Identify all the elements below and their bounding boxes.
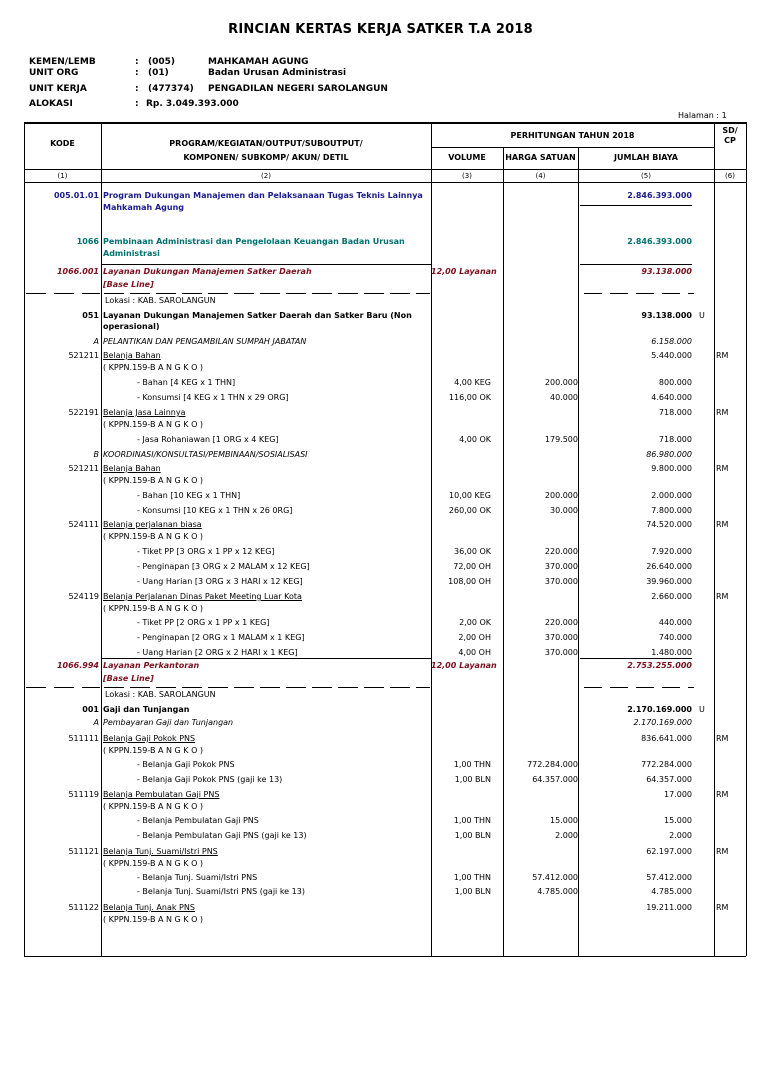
dashed-separator [234, 687, 254, 688]
dashed-separator [636, 293, 654, 294]
row-volume: 116,00 OK [448, 393, 491, 402]
col-border-left [24, 122, 25, 956]
dashed-separator [130, 293, 150, 294]
col-header-sdcp-1: SD/ [722, 126, 738, 135]
row-description: - Jasa Rohaniawan [1 ORG x 4 KEG] [137, 435, 279, 444]
row-code: A [93, 337, 99, 346]
dashed-separator [338, 293, 358, 294]
dashed-separator [364, 293, 384, 294]
row-description: operasional) [103, 322, 160, 331]
row-harga-satuan: 220.000 [544, 618, 578, 627]
row-volume: 72,00 OH [453, 562, 491, 571]
row-volume: 1,00 THN [453, 816, 491, 825]
row-volume: 1,00 THN [453, 873, 491, 882]
col-header-perhitungan: PERHITUNGAN TAHUN 2018 [510, 131, 635, 140]
row-code: 524111 [68, 520, 99, 529]
row-description: ( KPPN.159-B A N G K O ) [103, 532, 204, 541]
row-description: Administrasi [103, 249, 160, 258]
table-bottom-border [24, 956, 746, 957]
row-jumlah-biaya: 7.920.000 [651, 547, 692, 556]
row-jumlah-biaya: 93.138.000 [641, 267, 692, 276]
row-harga-satuan: 200.000 [544, 491, 578, 500]
row-volume: 10,00 KEG [449, 491, 491, 500]
alokasi-colon: : [135, 99, 139, 109]
unit-colon: : [135, 68, 139, 78]
row-code: B [93, 450, 99, 459]
row-code: 1066.001 [56, 267, 99, 276]
row-description: ( KPPN.159-B A N G K O ) [103, 363, 204, 372]
row-description: Pembayaran Gaji dan Tunjangan [103, 718, 234, 727]
row-harga-satuan: 370.000 [544, 562, 578, 571]
row-sdcp: U [699, 705, 705, 714]
row-volume: 2,00 OK [459, 618, 491, 627]
row-jumlah-biaya: 2.846.393.000 [627, 237, 692, 246]
row-sdcp: RM [716, 464, 729, 473]
dashed-separator [208, 293, 228, 294]
row-sdcp: RM [716, 734, 729, 743]
row-code: 1066.994 [56, 661, 99, 670]
dashed-separator [610, 293, 628, 294]
row-volume: 4,00 OK [459, 435, 491, 444]
dashed-separator [662, 687, 680, 688]
row-description: Program Dukungan Manajemen dan Pelaksanaan Tugas Teknis Lainnya [103, 191, 423, 200]
row-code: A [93, 718, 99, 727]
unit-code: (01) [148, 68, 169, 78]
row-description: Layanan Dukungan Manajemen Satker Daerah [103, 267, 312, 276]
row-description: - Tiket PP [3 ORG x 1 PP x 12 KEG] [137, 547, 275, 556]
row-harga-satuan: 2.000 [555, 831, 578, 840]
colnum-bottom-border [24, 182, 746, 183]
dashed-separator [584, 293, 602, 294]
dashed-separator [54, 687, 74, 688]
dashed-separator [26, 293, 46, 294]
row-description: Belanja Bahan [103, 464, 161, 473]
row-description: ( KPPN.159-B A N G K O ) [103, 915, 204, 924]
row-volume: 260,00 OK [448, 506, 491, 515]
row-description: Belanja Tunj. Anak PNS [103, 903, 195, 912]
row-jumlah-biaya: 836.641.000 [641, 734, 692, 743]
row-harga-satuan: 179.500 [544, 435, 578, 444]
row-jumlah-biaya: 2.000 [669, 831, 692, 840]
col-header-program-1: PROGRAM/KEGIATAN/OUTPUT/SUBOUTPUT/ [169, 139, 363, 148]
row-code: 511122 [68, 903, 99, 912]
dashed-separator [82, 293, 100, 294]
row-jumlah-biaya: 4.785.000 [651, 887, 692, 896]
dashed-separator [182, 687, 202, 688]
col-num-3: (3) [462, 172, 472, 180]
row-description: [Base Line] [103, 280, 154, 289]
col-header-harga: HARGA SATUAN [505, 153, 576, 162]
col-header-kode: KODE [50, 139, 75, 148]
row-sdcp: RM [716, 847, 729, 856]
row-harga-satuan: 370.000 [544, 633, 578, 642]
row-code: 511121 [68, 847, 99, 856]
row-description: Lokasi : KAB. SAROLANGUN [105, 296, 216, 305]
row-description: - Belanja Pembulatan Gaji PNS (gaji ke 13) [137, 831, 307, 840]
row-jumlah-biaya: 2.170.169.000 [627, 705, 692, 714]
row-volume: 1,00 BLN [454, 887, 491, 896]
alokasi-label: ALOKASI [29, 99, 73, 109]
row-volume: 1,00 BLN [454, 775, 491, 784]
row-sdcp: RM [716, 790, 729, 799]
col-header-jumlah: JUMLAH BIAYA [614, 153, 678, 162]
dashed-separator [286, 687, 306, 688]
row-jumlah-biaya: 17.000 [664, 790, 692, 799]
col-border-kode [101, 122, 102, 956]
alokasi-value: Rp. 3.049.393.000 [146, 99, 239, 109]
row-description: - Uang Harian [3 ORG x 3 HARI x 12 KEG] [137, 577, 303, 586]
row-code: 511111 [68, 734, 99, 743]
prog-separator [102, 264, 431, 265]
kemen-label: KEMEN/LEMB [29, 57, 96, 67]
dashed-separator [610, 687, 628, 688]
row-volume: 1,00 BLN [454, 831, 491, 840]
dashed-separator [208, 687, 228, 688]
row-volume: 2,00 OH [458, 633, 491, 642]
page-number: Halaman : 1 [678, 111, 727, 120]
row-jumlah-biaya: 2.170.169.000 [633, 718, 692, 727]
row-jumlah-biaya: 440.000 [658, 618, 692, 627]
row-jumlah-biaya: 4.640.000 [651, 393, 692, 402]
row-harga-satuan: 370.000 [544, 577, 578, 586]
kemen-colon: : [135, 57, 139, 67]
row-harga-satuan: 40.000 [550, 393, 578, 402]
row-description: [Base Line] [103, 674, 154, 683]
row-description: Belanja Jasa Lainnya [103, 408, 186, 417]
row-description: - Penginapan [2 ORG x 1 MALAM x 1 KEG] [137, 633, 305, 642]
prog-separator [102, 658, 431, 659]
row-code: 1066 [76, 237, 99, 246]
row-code: 051 [82, 311, 99, 320]
kemen-name: MAHKAMAH AGUNG [208, 57, 309, 67]
row-description: Belanja Pembulatan Gaji PNS [103, 790, 220, 799]
row-jumlah-biaya: 74.520.000 [646, 520, 692, 529]
dashed-separator [130, 687, 150, 688]
row-description: - Bahan [4 KEG x 1 THN] [137, 378, 236, 387]
dashed-separator [312, 687, 332, 688]
row-jumlah-biaya: 740.000 [658, 633, 692, 642]
kerja-label: UNIT KERJA [29, 84, 87, 94]
dashed-separator [260, 687, 280, 688]
perhitungan-divider [431, 147, 714, 148]
col-num-2: (2) [261, 172, 271, 180]
row-harga-satuan: 220.000 [544, 547, 578, 556]
row-jumlah-biaya: 39.960.000 [646, 577, 692, 586]
dashed-separator [364, 687, 384, 688]
row-jumlah-biaya: 57.412.000 [646, 873, 692, 882]
row-sdcp: RM [716, 351, 729, 360]
row-description: Belanja perjalanan biasa [103, 520, 202, 529]
report-title: RINCIAN KERTAS KERJA SATKER T.A 2018 [228, 22, 533, 37]
kemen-code: (005) [148, 57, 176, 67]
row-harga-satuan: 370.000 [544, 648, 578, 657]
row-description: Belanja Tunj. Suami/Istri PNS [103, 847, 218, 856]
row-description: - Belanja Pembulatan Gaji PNS [137, 816, 259, 825]
row-jumlah-biaya: 19.211.000 [646, 903, 692, 912]
dashed-separator [234, 293, 254, 294]
col-header-volume: VOLUME [448, 153, 486, 162]
unit-name: Badan Urusan Administrasi [208, 68, 347, 78]
row-description: Belanja Perjalanan Dinas Paket Meeting Luar Kota [103, 592, 302, 601]
row-description: PELANTIKAN DAN PENGAMBILAN SUMPAH JABATAN [103, 337, 307, 346]
dashed-separator [636, 687, 654, 688]
dashed-separator [662, 293, 680, 294]
row-volume: 108,00 OH [448, 577, 491, 586]
row-sdcp: RM [716, 520, 729, 529]
dashed-separator [338, 687, 358, 688]
row-description: Lokasi : KAB. SAROLANGUN [105, 690, 216, 699]
col-num-5: (5) [641, 172, 651, 180]
row-jumlah-biaya: 5.440.000 [651, 351, 692, 360]
row-code: 001 [82, 705, 99, 714]
kerja-colon: : [135, 84, 139, 94]
row-description: Belanja Bahan [103, 351, 161, 360]
row-description: - Penginapan [3 ORG x 2 MALAM x 12 KEG] [137, 562, 310, 571]
dashed-separator [26, 687, 46, 688]
row-jumlah-biaya: 93.138.000 [641, 311, 692, 320]
row-description: - Konsumsi [4 KEG x 1 THN x 29 ORG] [137, 393, 289, 402]
row-description: - Uang Harian [2 ORG x 2 HARI x 1 KEG] [137, 648, 298, 657]
row-description: KOORDINASI/KONSULTASI/PEMBINAAN/SOSIALISASI [103, 450, 308, 459]
row-volume: 12,00 Layanan [431, 267, 497, 276]
row-code: 522191 [68, 408, 99, 417]
row-description: ( KPPN.159-B A N G K O ) [103, 859, 204, 868]
row-jumlah-biaya: 2.753.255.000 [627, 661, 692, 670]
row-jumlah-biaya: 62.197.000 [646, 847, 692, 856]
row-jumlah-biaya: 26.640.000 [646, 562, 692, 571]
row-volume: 1,00 THN [453, 760, 491, 769]
row-description: Pembinaan Administrasi dan Pengelolaan Keuangan Badan Urusan [103, 237, 405, 246]
row-jumlah-biaya: 15.000 [664, 816, 692, 825]
row-description: Layanan Dukungan Manajemen Satker Daerah dan Satker Baru (Non [103, 311, 412, 320]
row-code: 005.01.01 [53, 191, 99, 200]
row-jumlah-biaya: 64.357.000 [646, 775, 692, 784]
row-description: ( KPPN.159-B A N G K O ) [103, 802, 204, 811]
row-description: ( KPPN.159-B A N G K O ) [103, 746, 204, 755]
col-border-jumlah [714, 122, 715, 956]
row-description: - Belanja Gaji Pokok PNS (gaji ke 13) [137, 775, 283, 784]
unit-label: UNIT ORG [29, 68, 79, 78]
dashed-separator [104, 687, 124, 688]
col-num-6: (6) [725, 172, 735, 180]
dashed-separator [82, 687, 100, 688]
row-harga-satuan: 64.357.000 [532, 775, 578, 784]
row-description: - Belanja Gaji Pokok PNS [137, 760, 235, 769]
col-num-4: (4) [535, 172, 546, 180]
row-jumlah-biaya: 7.800.000 [651, 506, 692, 515]
row-description: - Konsumsi [10 KEG x 1 THN x 26 0RG] [137, 506, 293, 515]
kerja-name: PENGADILAN NEGERI SAROLANGUN [208, 84, 388, 94]
row-description: - Tiket PP [2 ORG x 1 PP x 1 KEG] [137, 618, 270, 627]
row-harga-satuan: 772.284.000 [527, 760, 578, 769]
row-sdcp: RM [716, 408, 729, 417]
col-header-sdcp-2: CP [724, 136, 736, 145]
row-description: ( KPPN.159-B A N G K O ) [103, 420, 204, 429]
dashed-separator [584, 687, 602, 688]
jumlah-underline [580, 658, 692, 659]
header-bottom-border [24, 169, 746, 170]
row-jumlah-biaya: 1.480.000 [651, 648, 692, 657]
jumlah-underline [580, 264, 692, 265]
row-jumlah-biaya: 2.846.393.000 [627, 191, 692, 200]
row-harga-satuan: 4.785.000 [537, 887, 578, 896]
table-top-border [24, 122, 746, 124]
row-jumlah-biaya: 772.284.000 [641, 760, 692, 769]
row-sdcp: RM [716, 592, 729, 601]
dashed-separator [688, 687, 694, 688]
dashed-separator [390, 293, 410, 294]
row-harga-satuan: 30.000 [550, 506, 578, 515]
row-jumlah-biaya: 9.800.000 [651, 464, 692, 473]
dashed-separator [416, 293, 430, 294]
row-jumlah-biaya: 2.660.000 [651, 592, 692, 601]
col-border-right [746, 122, 747, 956]
row-description: - Bahan [10 KEG x 1 THN] [137, 491, 241, 500]
row-description: ( KPPN.159-B A N G K O ) [103, 476, 204, 485]
dashed-separator [182, 293, 202, 294]
dashed-separator [156, 687, 176, 688]
kerja-code: (477374) [148, 84, 194, 94]
row-description: Layanan Perkantoran [103, 661, 200, 670]
dashed-separator [260, 293, 280, 294]
row-code: 521211 [68, 351, 99, 360]
dashed-separator [390, 687, 410, 688]
dashed-separator [312, 293, 332, 294]
row-sdcp: RM [716, 903, 729, 912]
dashed-separator [416, 687, 430, 688]
col-header-program-2: KOMPONEN/ SUBKOMP/ AKUN/ DETIL [183, 153, 349, 162]
row-description: Belanja Gaji Pokok PNS [103, 734, 196, 743]
row-jumlah-biaya: 718.000 [658, 435, 692, 444]
row-description: - Belanja Tunj. Suami/Istri PNS (gaji ke 13) [137, 887, 305, 896]
dashed-separator [104, 293, 124, 294]
row-jumlah-biaya: 6.158.000 [651, 337, 692, 346]
row-harga-satuan: 200.000 [544, 378, 578, 387]
row-jumlah-biaya: 718.000 [658, 408, 692, 417]
row-jumlah-biaya: 86.980.000 [646, 450, 692, 459]
dashed-separator [156, 293, 176, 294]
row-description: - Belanja Tunj. Suami/Istri PNS [137, 873, 258, 882]
dashed-separator [286, 293, 306, 294]
row-harga-satuan: 57.412.000 [532, 873, 578, 882]
row-jumlah-biaya: 2.000.000 [651, 491, 692, 500]
row-description: ( KPPN.159-B A N G K O ) [103, 604, 204, 613]
row-volume: 12,00 Layanan [431, 661, 497, 670]
row-description: Mahkamah Agung [103, 203, 185, 212]
jumlah-underline [580, 205, 692, 206]
row-volume: 36,00 OK [454, 547, 491, 556]
row-jumlah-biaya: 800.000 [658, 378, 692, 387]
row-harga-satuan: 15.000 [550, 816, 578, 825]
row-volume: 4,00 KEG [454, 378, 491, 387]
dashed-separator [54, 293, 74, 294]
row-description: Gaji dan Tunjangan [103, 705, 190, 714]
row-code: 511119 [68, 790, 99, 799]
dashed-separator [688, 293, 694, 294]
col-num-1: (1) [57, 172, 68, 180]
row-volume: 4,00 OH [458, 648, 491, 657]
row-code: 521211 [68, 464, 99, 473]
row-sdcp: U [699, 311, 705, 320]
row-code: 524119 [68, 592, 99, 601]
